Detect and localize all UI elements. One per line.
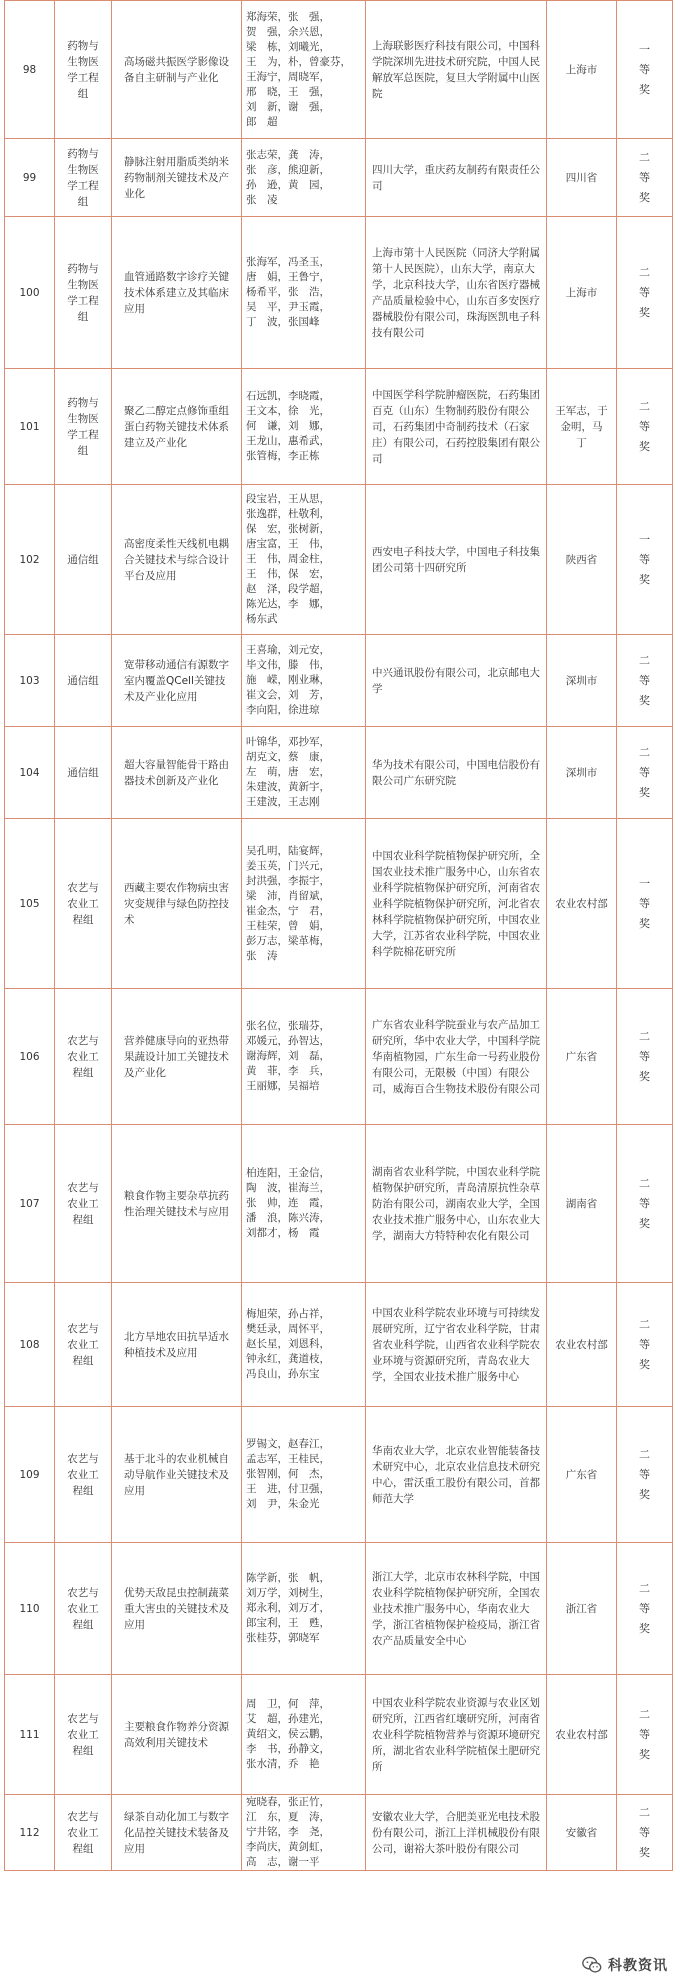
row-grade: 二等奖	[639, 150, 650, 204]
row-units: 上海市第十人民医院（同济大学附属第十人民医院），山东大学，南京大学，北京科技大学，山东省医疗器械产品质量检验中心，山东百多安医疗器械股份有限公司，珠海医凯电子科技有限公司	[366, 217, 547, 369]
row-group: 农艺与农业工程组	[55, 989, 112, 1125]
row-group: 农艺与农业工程组	[55, 1283, 112, 1407]
row-grade-cell	[617, 139, 673, 217]
row-grade-cell	[617, 1283, 673, 1407]
row-units: 四川大学，重庆药友制药有限责任公司	[366, 139, 547, 217]
row-group: 农艺与农业工程组	[55, 1407, 112, 1543]
row-people: 王喜瑜，刘元安， 毕文伟，滕 伟， 施 嵘，刚业琳， 崔文会，刘 芳， 李向阳，徐进琼	[242, 635, 366, 727]
row-grade: 一等奖	[639, 876, 650, 930]
row-grade: 二等奖	[639, 1581, 650, 1635]
row-project-name: 聚乙二醇定点修饰重组蛋白药物关键技术体系建立及产业化	[112, 369, 242, 485]
row-recommender: 农业农村部	[547, 1283, 617, 1407]
row-people: 叶锦华，邓抄军， 胡克文，蔡 康， 左 萌，唐 宏， 朱建波，黄新宇， 王建波，王志刚	[242, 727, 366, 819]
table-row	[5, 485, 673, 635]
table-row	[5, 1, 673, 139]
row-group: 通信组	[55, 727, 112, 819]
row-recommender: 浙江省	[547, 1543, 617, 1675]
row-units: 中兴通讯股份有限公司，北京邮电大学	[366, 635, 547, 727]
row-group: 药物与生物医学工程组	[55, 217, 112, 369]
row-group: 药物与生物医学工程组	[55, 139, 112, 217]
row-number: 106	[5, 989, 55, 1125]
row-recommender: 农业农村部	[547, 819, 617, 989]
row-group: 药物与生物医学工程组	[55, 369, 112, 485]
table-row	[5, 139, 673, 217]
row-grade-cell	[617, 989, 673, 1125]
row-recommender: 广东省	[547, 1407, 617, 1543]
row-people: 石远凯，李晓霞， 王文本，徐 光， 何 谦，刘 娜， 王龙山，惠希武， 张管梅，李正栋	[242, 369, 366, 485]
row-grade-cell	[617, 217, 673, 369]
row-recommender: 湖南省	[547, 1125, 617, 1283]
table-row	[5, 1407, 673, 1543]
row-number: 102	[5, 485, 55, 635]
row-units: 浙江大学，北京市农林科学院，中国农业科学院植物保护研究所，全国农业技术推广服务中心，华南农业大学，浙江省植物保护检疫局，浙江省农产品质量安全中心	[366, 1543, 547, 1675]
row-units: 中国农业科学院植物保护研究所，全国农业技术推广服务中心，山东省农业科学院植物保护研究所，河南省农业科学院植物保护研究所，河北省农林科学院植物保护研究所，中国农业大学，江苏省农业科学院，中国农业科学院棉花研究所	[366, 819, 547, 989]
row-grade-cell	[617, 1543, 673, 1675]
row-number: 100	[5, 217, 55, 369]
row-grade-cell	[617, 485, 673, 635]
table-row	[5, 989, 673, 1125]
row-project-name: 营养健康导向的亚热带果蔬设计加工关键技术及产业化	[112, 989, 242, 1125]
row-grade-cell	[617, 1407, 673, 1543]
row-recommender: 陕西省	[547, 485, 617, 635]
row-project-name: 静脉注射用脂质类纳米药物制剂关键技术及产业化	[112, 139, 242, 217]
row-grade: 一等奖	[639, 532, 650, 586]
row-number: 108	[5, 1283, 55, 1407]
row-number: 101	[5, 369, 55, 485]
row-grade: 二等奖	[639, 1176, 650, 1230]
row-project-name: 宽带移动通信有源数字室内覆盖QCell关键技术及产业化应用	[112, 635, 242, 727]
row-grade-cell	[617, 369, 673, 485]
row-recommender: 王军志，于金明，马 丁	[547, 369, 617, 485]
row-project-name: 超大容量智能骨干路由器技术创新及产业化	[112, 727, 242, 819]
row-grade: 二等奖	[639, 1029, 650, 1083]
row-number: 110	[5, 1543, 55, 1675]
row-grade: 二等奖	[639, 399, 650, 453]
row-recommender: 广东省	[547, 989, 617, 1125]
row-project-name: 绿茶自动化加工与数字化品控关键技术装备及应用	[112, 1795, 242, 1871]
row-number: 104	[5, 727, 55, 819]
row-units: 中国医学科学院肿瘤医院，石药集团百克（山东）生物制药股份有限公司，石药集团中奇制药技术（石家庄）有限公司，石药控股集团有限公司	[366, 369, 547, 485]
row-people: 梅旭荣，孙占祥， 樊廷录，周怀平， 赵长星，刘恩科， 钟永红，龚道枝， 冯良山，孙东宝	[242, 1283, 366, 1407]
row-group: 药物与生物医学工程组	[55, 1, 112, 139]
row-units: 西安电子科技大学，中国电子科技集团公司第十四研究所	[366, 485, 547, 635]
row-grade-cell	[617, 819, 673, 989]
row-grade: 二等奖	[639, 1805, 650, 1859]
row-project-name: 血管通路数字诊疗关键技术体系建立及其临床应用	[112, 217, 242, 369]
row-people: 柏连阳，王金信， 陶 波，崔海兰， 张 帅，连 霞， 潘 浪，陈兴涛， 刘都才，杨 霞	[242, 1125, 366, 1283]
row-number: 112	[5, 1795, 55, 1871]
row-project-name: 优势天敌昆虫控制蔬菜重大害虫的关键技术及应用	[112, 1543, 242, 1675]
row-grade: 二等奖	[639, 653, 650, 707]
table-row	[5, 727, 673, 819]
row-units: 中国农业科学院农业环境与可持续发展研究所，辽宁省农业科学院，甘肃省农业科学院，山西省农业科学院农业环境与资源研究所，青岛农业大学，全国农业技术推广服务中心	[366, 1283, 547, 1407]
row-grade: 二等奖	[639, 745, 650, 799]
row-units: 华南农业大学，北京农业智能装备技术研究中心，北京农业信息技术研究中心，雷沃重工股份有限公司，首都师范大学	[366, 1407, 547, 1543]
row-grade-cell	[617, 1675, 673, 1795]
row-people: 陈学新，张 帆， 刘万学，刘树生， 郑永利，刘万才， 郎宝利，王 甦， 张桂芬，郭晓军	[242, 1543, 366, 1675]
award-table	[4, 0, 673, 1871]
row-group: 通信组	[55, 485, 112, 635]
row-group: 通信组	[55, 635, 112, 727]
row-grade-cell	[617, 1, 673, 139]
row-recommender: 上海市	[547, 217, 617, 369]
table-body	[5, 1, 673, 1871]
row-number: 109	[5, 1407, 55, 1543]
row-recommender: 农业农村部	[547, 1675, 617, 1795]
row-units: 上海联影医疗科技有限公司，中国科学院深圳先进技术研究院，中国人民解放军总医院，复旦大学附属中山医院	[366, 1, 547, 139]
table-row	[5, 369, 673, 485]
row-group: 农艺与农业工程组	[55, 819, 112, 989]
row-project-name: 高密度柔性天线机电耦合关键技术与综合设计平台及应用	[112, 485, 242, 635]
row-people: 周 卫，何 萍， 艾 超，孙建光， 黄绍文，侯云鹏， 李 书，孙静文， 张水清，乔 艳	[242, 1675, 366, 1795]
row-project-name: 高场磁共振医学影像设备自主研制与产业化	[112, 1, 242, 139]
row-number: 107	[5, 1125, 55, 1283]
row-number: 103	[5, 635, 55, 727]
table-row	[5, 819, 673, 989]
table-row	[5, 1675, 673, 1795]
table-row	[5, 1283, 673, 1407]
row-recommender: 深圳市	[547, 727, 617, 819]
row-project-name: 北方旱地农田抗旱适水种植技术及应用	[112, 1283, 242, 1407]
row-project-name: 主要粮食作物养分资源高效利用关键技术	[112, 1675, 242, 1795]
table-row	[5, 1795, 673, 1871]
row-number: 105	[5, 819, 55, 989]
row-group: 农艺与农业工程组	[55, 1125, 112, 1283]
row-group: 农艺与农业工程组	[55, 1543, 112, 1675]
row-project-name: 粮食作物主要杂草抗药性治理关键技术与应用	[112, 1125, 242, 1283]
row-people: 张海军，冯圣玉， 唐 娟，王鲁宁， 杨希平，张 浩， 吴 平，尹玉霞， 丁 波，张国峰	[242, 217, 366, 369]
row-group: 农艺与农业工程组	[55, 1675, 112, 1795]
table-row	[5, 1543, 673, 1675]
table-row	[5, 635, 673, 727]
wechat-icon	[581, 1954, 603, 1976]
row-people: 段宝岩，王从思， 张逸群，杜敬利， 保 宏，张树新， 唐宝富，王 伟， 王 伟，周金柱， 王 伟，保 宏， 赵 泽，段学超， 陈光达，李 娜， 杨东武	[242, 485, 366, 635]
row-people: 宛晓春，张正竹， 江 东，夏 涛， 宁井铭，李 尧， 李尚庆，黄剑虹， 高 志，谢一平	[242, 1795, 366, 1871]
row-units: 广东省农业科学院蚕业与农产品加工研究所，华中农业大学，中国科学院华南植物园，广东生命一号药业股份有限公司，无限极（中国）有限公司，威海百合生物技术股份有限公司	[366, 989, 547, 1125]
row-units: 安徽农业大学，合肥美亚光电技术股份有限公司，浙江上洋机械股份有限公司，谢裕大茶叶股份有限公司	[366, 1795, 547, 1871]
table-row	[5, 1125, 673, 1283]
row-grade-cell	[617, 1795, 673, 1871]
watermark-text: 科教资讯	[608, 1958, 668, 1974]
row-recommender: 深圳市	[547, 635, 617, 727]
row-grade: 一等奖	[639, 42, 650, 96]
row-people: 吴孔明，陆宴辉， 姜玉英，门兴元， 封洪强，李振宇， 梁 沛，肖留斌， 崔金杰，宁 君， 王桂荣，曾 娟， 彭万志，梁革梅， 张 涛	[242, 819, 366, 989]
row-number: 111	[5, 1675, 55, 1795]
row-units: 中国农业科学院农业资源与农业区划研究所，江西省红壤研究所，河南省农业科学院植物营养与资源环境研究所，湖北省农业科学院植保土肥研究所	[366, 1675, 547, 1795]
row-grade: 二等奖	[639, 1447, 650, 1501]
row-people: 张名位，张瑞芬， 邓媛元，孙智达， 谢海辉，刘 磊， 黄 菲，李 兵， 王丽娜，吴福培	[242, 989, 366, 1125]
watermark	[577, 1952, 672, 1978]
row-grade: 二等奖	[639, 1317, 650, 1371]
row-project-name: 西藏主要农作物病虫害灾变规律与绿色防控技术	[112, 819, 242, 989]
row-number: 98	[5, 1, 55, 139]
row-recommender: 上海市	[547, 1, 617, 139]
row-group: 农艺与农业工程组	[55, 1795, 112, 1871]
row-recommender: 安徽省	[547, 1795, 617, 1871]
row-people: 张志荣，龚 涛， 张 彦，熊迎新， 孙 逊，黄 园， 张 凌	[242, 139, 366, 217]
table-row	[5, 217, 673, 369]
row-grade-cell	[617, 727, 673, 819]
row-grade-cell	[617, 635, 673, 727]
row-number: 99	[5, 139, 55, 217]
row-people: 罗锡文，赵春江， 孟志军，王桂民， 张智刚，何 杰， 王 进，付卫强， 刘 尹，朱金光	[242, 1407, 366, 1543]
row-people: 郑海荣，张 强， 贺 强，余兴恩， 梁 栋，刘曦光， 王 为，朴，曾豪芬， 王海宁，周晓军， 邢 晓，王 强， 刘 新，谢 强， 郎 超	[242, 1, 366, 139]
row-recommender: 四川省	[547, 139, 617, 217]
row-grade: 二等奖	[639, 1707, 650, 1761]
row-units: 湖南省农业科学院，中国农业科学院植物保护研究所，青岛清原抗性杂草防治有限公司，湖南农业大学，全国农业技术推广服务中心，山东农业大学，湖南大方特特种农化有限公司	[366, 1125, 547, 1283]
row-grade-cell	[617, 1125, 673, 1283]
row-grade: 二等奖	[639, 265, 650, 319]
row-units: 华为技术有限公司，中国电信股份有限公司广东研究院	[366, 727, 547, 819]
row-project-name: 基于北斗的农业机械自动导航作业关键技术及应用	[112, 1407, 242, 1543]
